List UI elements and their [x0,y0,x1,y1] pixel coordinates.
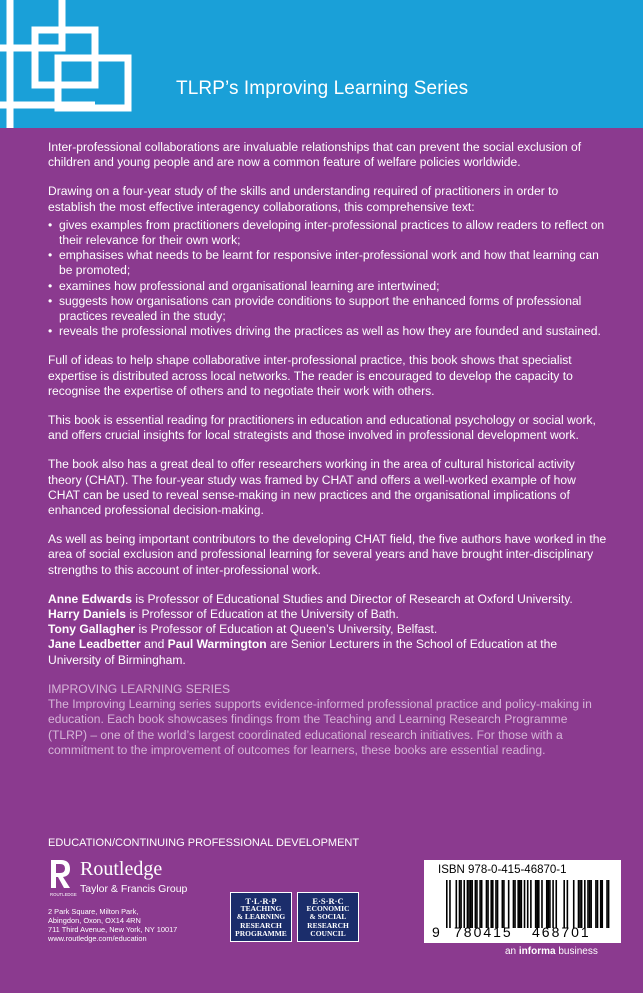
barcode-bar [487,880,489,928]
barcode-bar [471,880,473,928]
barcode-bar [476,880,478,928]
barcode-bar [521,880,523,928]
subject-category: EDUCATION/CONTINUING PROFESSIONAL DEVELOPMENT [48,837,360,849]
barcode-bar [470,880,472,928]
barcode-bar [479,880,481,928]
esrc-logo: E·S·R·C ECONOMIC & SOCIAL RESEARCH COUNCIL [297,892,359,942]
list-item: • gives examples from practitioners developing inter-professional practices to allow readers to reflect on their relevance for their own work; [48,218,608,248]
tlrp-square-logo-mark [0,0,140,128]
barcode-bar [508,880,510,928]
series-box-text: The Improving Learning series supports evidence-informed professional practice and policy-making in education. Each book showcases findings from the Teaching and Learning Research Programme (TLRP) – one of the world’s largest coordinated educational research initiatives. For those with a commitment to the improvement of outcomes for learners, these books are essential reading. [48,697,592,757]
barcode-bar [548,880,550,928]
barcode-bar [463,880,465,928]
barcode-bar [546,880,548,928]
author-bio: Harry Daniels is Professor of Education at the University of Bath. [48,607,399,622]
barcode-bar [503,880,505,928]
publisher-group: Taylor & Francis Group [80,883,188,895]
barcode-bar [490,880,492,928]
barcode-bar [514,880,516,928]
routledge-r-icon [48,858,77,898]
barcode-bar [600,880,602,928]
chat-paragraph: The book also has a great deal to offer researchers working in the area of cultural historical activity theory (CHAT). The four-year study was framed by CHAT and offers a well-worked example of how CHAT can be used to reveal sense-making in new practices and the organisational implications of enhanced professional decision-making. [48,457,576,518]
barcode-bar [519,880,521,928]
authors-paragraph: As well as being important contributors to the developing CHAT field, the five authors have worked in the area of social exclusion and professional learning for several years and have brought inter-disciplinary strengths to this account of inter-professional work. [48,532,607,577]
isbn-label: ISBN 978-0-415-46870-1 [438,864,567,876]
series-box-heading: IMPROVING LEARNING SERIES [48,681,231,696]
barcode-bar [502,880,504,928]
author-bios [48,592,608,668]
barcode-bar [535,880,537,928]
blurb [48,140,608,758]
publisher-side-text: ROUTLEDGE [50,892,77,897]
barcode-bar [527,880,529,928]
feature-list [48,218,608,340]
barcode-bar [590,880,592,928]
barcode-bar [563,880,565,928]
barcode-bar [606,880,608,928]
barcode-bar [467,880,469,928]
barcode-bar [555,880,557,928]
publisher-address: 2 Park Square, Milton Park, Abingdon, Oxon, OX14 4RN 711 Third Avenue, New York, NY 10017 www.routledge.com/education [48,907,178,943]
barcode-bar [595,880,597,928]
tlrp-logo: T·L·R·P TEACHING & LEARNING RESEARCH PROGRAMME [230,892,292,942]
barcode-bar [517,880,519,928]
publisher-logo [48,858,218,904]
list-item: • examines how professional and organisational learning are intertwined; [48,279,608,294]
barcode-bar [584,880,586,928]
barcode-bar [460,880,462,928]
barcode-bar [608,880,610,928]
barcode-bar [578,880,580,928]
barcode-bar [513,880,515,928]
list-item: • suggests how organisations can provide conditions to support the enhanced forms of professional practices revealed in the study; [48,294,608,324]
author-bio: Jane Leadbetter and Paul Warmington are Senior Lecturers in the School of Education at the University of Birmingham. [48,637,558,667]
barcode-bar [579,880,581,928]
barcode-bar [468,880,470,928]
barcode-bar [481,880,483,928]
barcode-bar [524,880,526,928]
barcode-bar [492,880,494,928]
barcode-bar [549,880,551,928]
barcode-bar [456,880,458,928]
barcode-bar [536,880,538,928]
barcode-bar [497,880,499,928]
isbn-barcode: ISBN 978-0-415-46870-1 9 780415 468701 [424,860,621,943]
informa-footer: an informa business [505,946,598,957]
barcode-bar [449,880,451,928]
barcode-bar [495,880,497,928]
barcode-bar [587,880,589,928]
barcode-bar [538,880,540,928]
barcode-bar [573,880,575,928]
barcode-bar [597,880,599,928]
barcode-bars [446,880,611,928]
series-header [0,0,643,128]
study-paragraph: Drawing on a four-year study of the skills and understanding required of practitioners in order to establish the most effective interagency collaborations, this comprehensive text: [48,184,559,214]
barcode-bar [541,880,543,928]
barcode-bar [475,880,477,928]
essential-paragraph: This book is essential reading for practitioners in education and educational psychology or social work, and offers crucial insights for local strategists and those involved in professional development work. [48,413,596,443]
barcode-bar [601,880,603,928]
barcode-bar [459,880,461,928]
author-bio: Tony Gallagher is Professor of Education at Queen’s University, Belfast. [48,622,438,637]
publisher-name: Routledge [80,858,163,880]
series-title: TLRP’s Improving Learning Series [176,78,469,99]
list-item: • emphasises what needs to be learnt for responsive inter-professional work and how that learning can be promoted; [48,248,608,278]
barcode-bar [446,880,448,928]
intro-paragraph: Inter-professional collaborations are invaluable relationships that can prevent the social exclusion of children and young people and are now a common feature of welfare policies worldwide. [48,140,582,170]
barcode-bar [581,880,583,928]
barcode-bar [486,880,488,928]
author-bio: Anne Edwards is Professor of Educational Studies and Director of Research at Oxford University. [48,591,573,606]
barcode-bar [530,880,532,928]
barcode-bar [567,880,569,928]
ideas-paragraph: Full of ideas to help shape collaborative inter-professional practice, this book shows that specialist expertise is distributed across local networks. The reader is encouraged to develop the capacity to recognise the expertise of others and to negotiate their work with others. [48,353,573,398]
barcode-bar [552,880,554,928]
list-item: • reveals the professional motives driving the practices as well as how they are founded and sustained. [48,324,608,339]
barcode-bar [589,880,591,928]
